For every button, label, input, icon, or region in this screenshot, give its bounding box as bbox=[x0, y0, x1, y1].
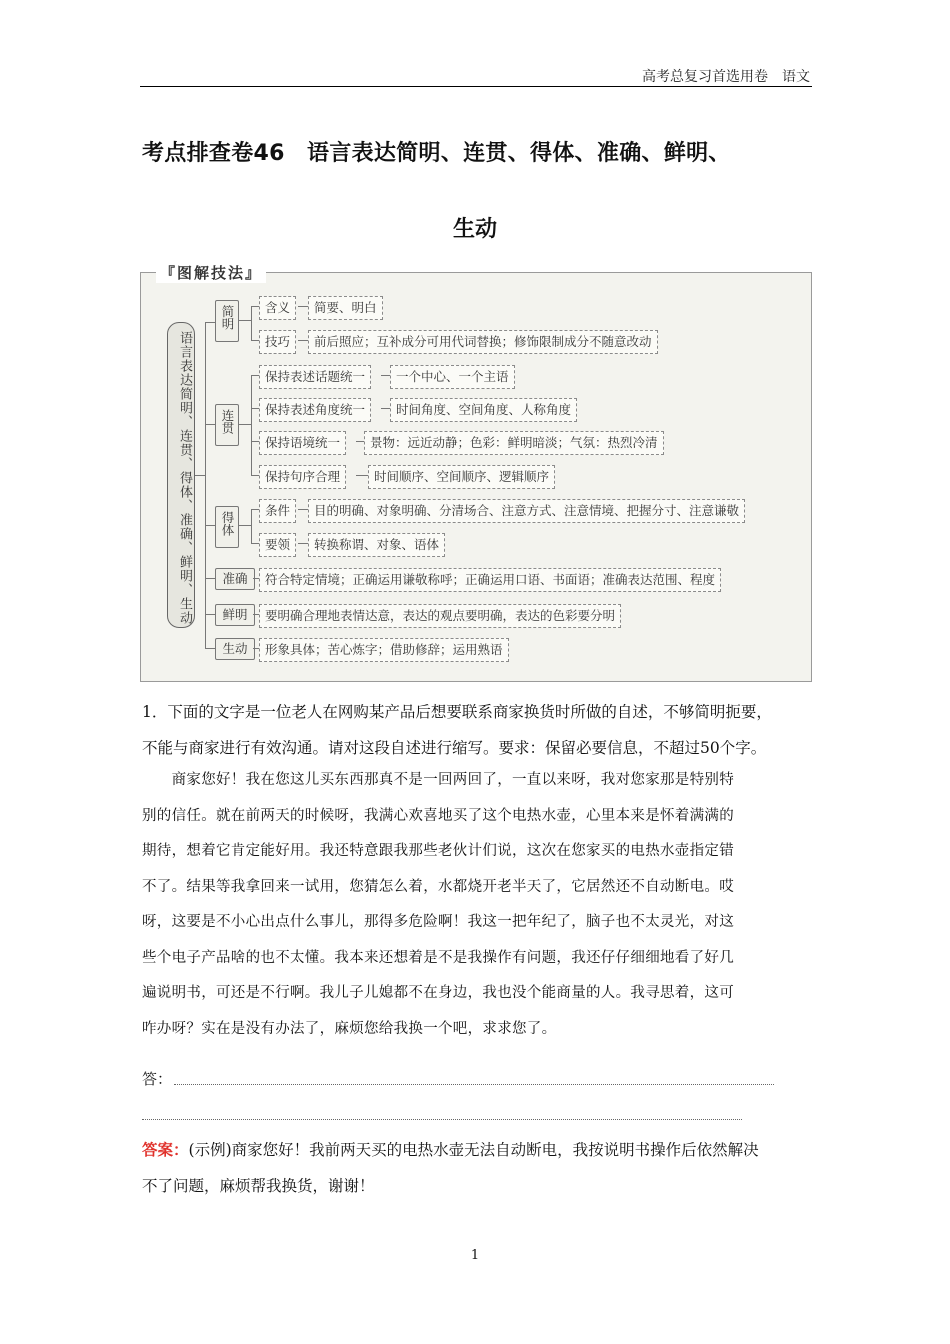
diagram-root: 语言表达简明、连贯、得体、准确、鲜明、生动 bbox=[167, 322, 195, 628]
branch-zhunque-label: 准确 bbox=[222, 571, 248, 586]
deti-yaoling-value: 转换称谓、对象、语体 bbox=[308, 533, 445, 557]
lianguan-item-value: 景物：远近动静；色彩：鲜明暗淡；气氛：热烈冷清 bbox=[364, 431, 664, 455]
page-number: 1 bbox=[470, 1248, 480, 1263]
answer-blank-line[interactable] bbox=[142, 1118, 742, 1120]
jianming-jiqiao-value: 前后照应；互补成分可用代词替换；修饰限制成分不随意改动 bbox=[308, 330, 658, 354]
header-text: 高考总复习首选用卷 语文 bbox=[642, 69, 810, 85]
connector bbox=[205, 525, 215, 526]
lianguan-item-label: 保持句序合理 bbox=[259, 465, 346, 489]
connector bbox=[251, 306, 259, 307]
connector bbox=[251, 408, 259, 409]
answer-prompt: 答： bbox=[142, 1070, 173, 1088]
connector bbox=[205, 578, 215, 579]
connector bbox=[251, 375, 259, 376]
xianming-value: 要明确合理地表情达意，表达的观点要明确，表达的色彩要分明 bbox=[259, 604, 621, 628]
zhunque-value: 符合特定情境；正确运用谦敬称呼；正确运用口语、书面语；准确表达范围、程度 bbox=[259, 568, 721, 592]
connector bbox=[205, 614, 215, 615]
connector bbox=[356, 475, 368, 476]
branch-xianming bbox=[215, 604, 255, 626]
branch-deti-label: 得体 bbox=[220, 511, 235, 536]
connector bbox=[239, 424, 251, 425]
connector bbox=[205, 322, 206, 648]
answer-line2: 不了问题，麻烦帮我换货，谢谢！ bbox=[142, 1177, 375, 1195]
passage-line: 期待，想着它肯定能好用。我还特意跟我那些老伙计们说，这次在您家买的电热水壶指定错 bbox=[142, 843, 734, 859]
deti-yaoling-label: 要领 bbox=[259, 533, 296, 557]
jianming-hanyi-value: 简要、明白 bbox=[308, 296, 383, 320]
connector bbox=[239, 320, 251, 321]
passage-line: 别的信任。就在前两天的时候呀，我满心欢喜地买了这个电热水壶，心里本来是怀着满满的 bbox=[142, 808, 734, 824]
branch-deti bbox=[215, 506, 239, 548]
passage-line: 遍说明书，可还是不行啊。我儿子儿媳都不在身边，我也没个能商量的人。我寻思着，这可 bbox=[142, 985, 734, 1001]
connector bbox=[195, 475, 205, 476]
passage-line: 商家您好！我在您这儿买东西那真不是一回两回了，一直以来呀，我对您家那是特别特 bbox=[142, 772, 734, 788]
connector bbox=[298, 306, 308, 307]
answer-label: 答案： bbox=[142, 1140, 189, 1159]
connector bbox=[251, 475, 259, 476]
branch-jianming-label: 简明 bbox=[220, 305, 235, 330]
answer-line1 bbox=[142, 1132, 822, 1168]
connector bbox=[251, 543, 259, 544]
question-line1: 1．下面的文字是一位老人在网购某产品后想要联系商家换货时所做的自述，不够简明扼要， bbox=[142, 703, 772, 721]
connector bbox=[298, 543, 308, 544]
connector bbox=[239, 525, 251, 526]
lianguan-item-value: 时间角度、空间角度、人称角度 bbox=[390, 398, 577, 422]
passage-line: 不了。结果等我拿回来一试用，您猜怎么着，水都烧开老半天了，它居然还不自动断电。哎 bbox=[142, 879, 734, 895]
page-title-line2: 生动 bbox=[452, 217, 497, 242]
connector bbox=[298, 509, 308, 510]
passage-line: 咋办呀？实在是没有办法了，麻烦您给我换一个吧，求求您了。 bbox=[142, 1021, 557, 1037]
connector bbox=[205, 648, 215, 649]
connector bbox=[356, 441, 364, 442]
connector bbox=[251, 340, 259, 341]
branch-lianguan bbox=[215, 404, 239, 446]
deti-tiaojian-label: 条件 bbox=[259, 499, 296, 523]
lianguan-item-label: 保持表述话题统一 bbox=[259, 365, 371, 389]
question-line2: 不能与商家进行有效沟通。请对这段自述进行缩写。要求：保留必要信息，不超过50个字。 bbox=[142, 739, 767, 757]
jianming-jiqiao-label: 技巧 bbox=[259, 330, 296, 354]
branch-shengdong bbox=[215, 638, 255, 660]
connector bbox=[381, 375, 390, 376]
connector bbox=[251, 375, 252, 475]
connector bbox=[381, 408, 390, 409]
lianguan-item-label: 保持语境统一 bbox=[259, 431, 346, 455]
header-divider bbox=[140, 86, 812, 87]
branch-xianming-label: 鲜明 bbox=[222, 607, 248, 622]
lianguan-item-value: 一个中心、一个主语 bbox=[390, 365, 515, 389]
answer-blank-line[interactable] bbox=[174, 1083, 774, 1085]
branch-lianguan-label: 连贯 bbox=[220, 409, 235, 434]
page-title-line1: 考点排查卷46 语言表达简明、连贯、得体、准确、鲜明、 bbox=[142, 141, 731, 166]
connector bbox=[251, 306, 252, 340]
lianguan-item-label: 保持表述角度统一 bbox=[259, 398, 371, 422]
deti-tiaojian-value: 目的明确、对象明确、分清场合、注意方式、注意情境、把握分寸、注意谦敬 bbox=[308, 499, 745, 523]
lianguan-item-value: 时间顺序、空间顺序、逻辑顺序 bbox=[368, 465, 555, 489]
connector bbox=[251, 509, 252, 543]
branch-jianming bbox=[215, 300, 239, 342]
branch-zhunque bbox=[215, 568, 255, 590]
branch-shengdong-label: 生动 bbox=[222, 641, 248, 656]
diagram-label: 『图解技法』 bbox=[156, 262, 266, 283]
connector bbox=[251, 509, 259, 510]
connector bbox=[205, 424, 215, 425]
answer-text: (示例)商家您好！我前两天买的电热水壶无法自动断电，我按说明书操作后依然解决 bbox=[188, 1141, 759, 1159]
jianming-hanyi-label: 含义 bbox=[259, 296, 296, 320]
passage-line: 呀，这要是不小心出点什么事儿，那得多危险啊！我这一把年纪了，脑子也不太灵光，对这 bbox=[142, 914, 734, 930]
shengdong-value: 形象具体；苦心炼字；借助修辞；运用熟语 bbox=[259, 638, 509, 662]
connector bbox=[251, 441, 259, 442]
connector bbox=[205, 322, 215, 323]
connector bbox=[298, 340, 308, 341]
passage-line: 些个电子产品啥的也不太懂。我本来还想着是不是我操作有问题，我还仔仔细细地看了好几 bbox=[142, 950, 734, 966]
